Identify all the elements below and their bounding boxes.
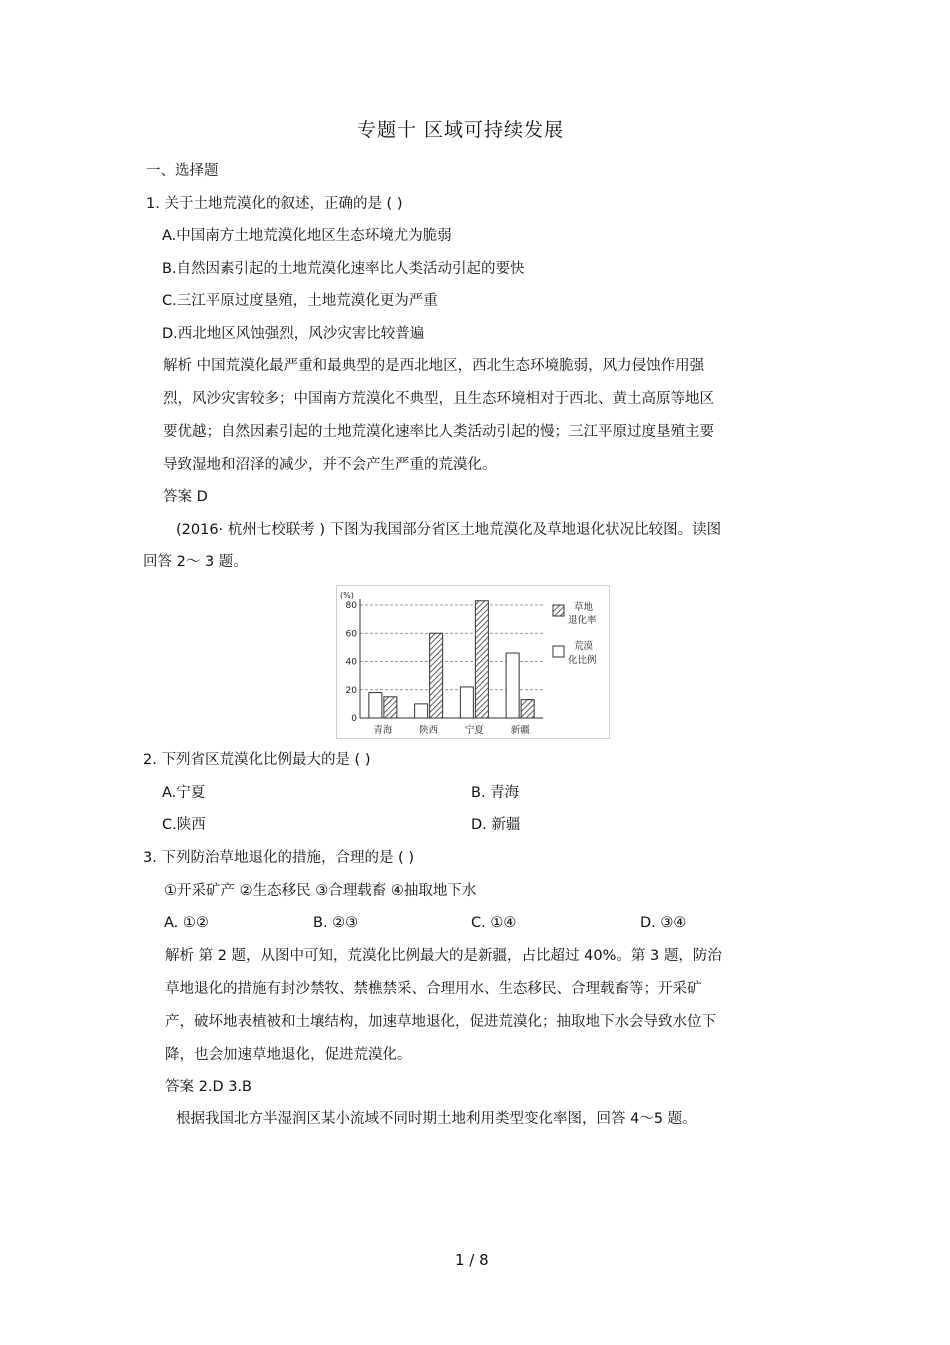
q23-analysis-line: 草地退化的措施有封沙禁牧、禁樵禁采、合理用水、生态移民、合理载畜等；开采矿 [165, 981, 702, 997]
legend-label-desert-2: 化比例 [568, 655, 597, 666]
q3-option-c: C. ①④ [471, 915, 517, 931]
q1-option-a: A.中国南方土地荒漠化地区生态环境尤为脆弱 [162, 228, 452, 244]
intro-line: (2016· 杭州七校联考 ) 下图为我国部分省区土地荒漠化及草地退化状况比较图。读图 [176, 522, 722, 538]
q23-analysis-line: 产，破坏地表植被和土壤结构，加速草地退化，促进荒漠化；抽取地下水会导致水位下 [165, 1014, 716, 1030]
bar-grassland-degradation [475, 601, 488, 718]
next-question-intro: 根据我国北方半湿润区某小流域不同时期土地利用类型变化率图，回答 4～5 题。 [176, 1111, 697, 1127]
bar-desertification [506, 653, 519, 718]
y-tick-label: 60 [345, 629, 357, 640]
x-category-label: 青海 [373, 725, 393, 736]
q3-stem: 3. 下列防治草地退化的措施，合理的是 ( ) [143, 850, 414, 866]
bar-desertification [369, 693, 382, 718]
page-title: 专题十 区域可持续发展 [357, 119, 565, 141]
bar-grassland-degradation [521, 700, 534, 718]
x-category-label: 宁夏 [464, 725, 484, 736]
legend-swatch-grass [553, 605, 564, 616]
y-tick-label: 0 [351, 714, 357, 724]
bar-grassland-degradation [430, 633, 443, 718]
q23-answer: 答案 2.D 3.B [165, 1079, 252, 1095]
q1-analysis-line: 烈，风沙灾害较多；中国南方荒漠化不典型，且生态环境相对于西北、黄土高原等地区 [163, 391, 714, 407]
legend-label-grass-2: 退化率 [568, 615, 597, 626]
q1-option-d: D.西北地区风蚀强烈，风沙灾害比较普遍 [162, 326, 425, 342]
legend-swatch-desert [553, 646, 564, 657]
q1-answer: 答案 D [163, 489, 208, 505]
q2-option-c: C.陕西 [162, 817, 206, 833]
bar-desertification [460, 687, 473, 718]
x-category-label: 陕西 [419, 725, 439, 736]
q3-option-b: B. ②③ [313, 915, 359, 931]
q1-option-b: B.自然因素引起的土地荒漠化速率比人类活动引起的要快 [162, 261, 525, 277]
x-category-label: 新疆 [510, 725, 530, 736]
q2-stem: 2. 下列省区荒漠化比例最大的是 ( ) [143, 752, 371, 768]
q3-option-d: D. ③④ [640, 915, 687, 931]
desertification-bar-chart [336, 585, 610, 739]
y-tick-label: 80 [345, 601, 357, 611]
q1-stem: 1. 关于土地荒漠化的叙述，正确的是 ( ) [146, 196, 403, 212]
legend-label-grass-1: 草地 [574, 602, 594, 613]
q1-analysis-line: 要优越；自然因素引起的土地荒漠化速率比人类活动引起的慢；三江平原过度垦殖主要 [163, 424, 714, 440]
q1-option-c: C.三江平原过度垦殖，土地荒漠化更为严重 [162, 293, 438, 309]
q23-analysis-line: 降，也会加速草地退化，促进荒漠化。 [165, 1047, 412, 1063]
section-heading: 一、选择题 [146, 163, 219, 179]
legend-label-desert-1: 荒漠 [574, 641, 594, 652]
intro-line: 回答 2～ 3 题。 [143, 554, 248, 570]
q3-items: ①开采矿产 ②生态移民 ③合理载畜 ④抽取地下水 [164, 883, 477, 899]
q3-option-a: A. ①② [164, 915, 209, 931]
q2-option-a: A.宁夏 [162, 785, 206, 801]
q1-analysis-line: 导致湿地和沼泽的减少，并不会产生严重的荒漠化。 [163, 457, 497, 473]
page-number: 1 / 8 [455, 1251, 489, 1269]
q23-analysis-line: 解析 第 2 题，从图中可知，荒漠化比例最大的是新疆，占比超过 40%。第 3 题，防治 [165, 948, 722, 964]
q2-option-d: D. 新疆 [471, 817, 521, 833]
y-tick-label: 40 [345, 657, 357, 668]
y-axis-unit: (%) [340, 591, 354, 600]
q1-analysis-line: 解析 中国荒漠化最严重和最典型的是西北地区，西北生态环境脆弱，风力侵蚀作用强 [163, 358, 705, 374]
bar-grassland-degradation [384, 697, 397, 718]
y-tick-label: 20 [345, 685, 357, 696]
bar-desertification [415, 704, 428, 718]
q2-option-b: B. 青海 [471, 785, 520, 801]
